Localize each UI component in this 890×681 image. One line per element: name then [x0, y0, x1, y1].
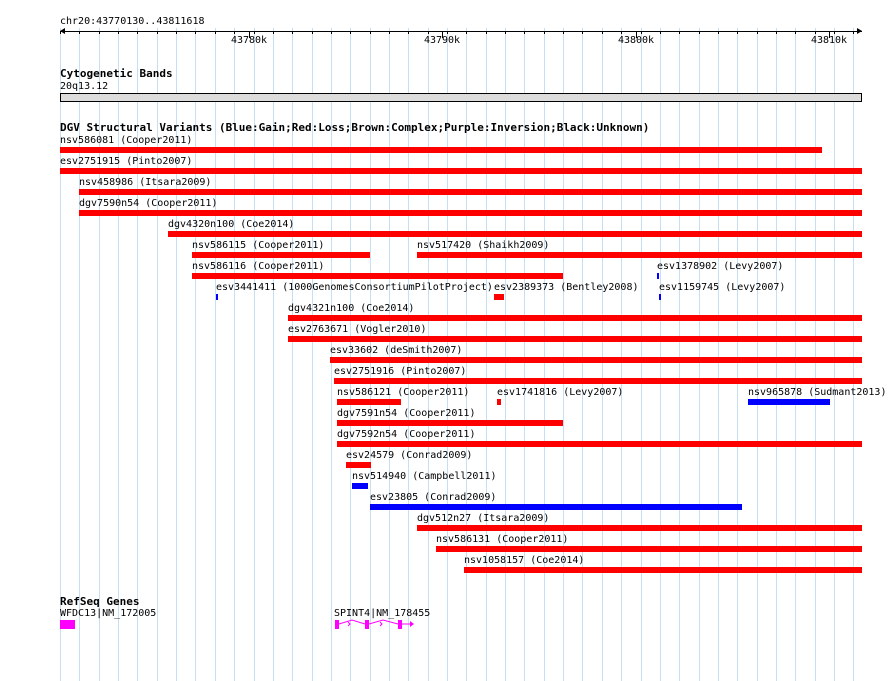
- dgv-variant-bar-nsv517420[interactable]: [417, 252, 862, 258]
- dgv-variant-label-nsv586081[interactable]: nsv586081 (Cooper2011): [60, 135, 193, 146]
- dgv-variant-bar-esv24579[interactable]: [346, 462, 371, 468]
- dgv-variant-label-esv2389373[interactable]: esv2389373 (Bentley2008): [494, 282, 639, 293]
- spint4-exon-1: [335, 620, 339, 629]
- dgv-variant-label-nsv586115[interactable]: nsv586115 (Cooper2011): [192, 240, 325, 251]
- ruler-minor-tick: [215, 31, 216, 34]
- dgv-variant-label-nsv514940[interactable]: nsv514940 (Campbell2011): [352, 471, 497, 482]
- ruler-minor-tick: [602, 31, 603, 34]
- ruler-axis: [60, 31, 862, 32]
- dgv-variant-bar-nsv586121[interactable]: [337, 399, 401, 405]
- dgv-variant-label-esv1741816[interactable]: esv1741816 (Levy2007): [497, 387, 624, 398]
- gene-spint4-glyph[interactable]: [330, 615, 420, 635]
- dgv-variant-label-esv2751915[interactable]: esv2751915 (Pinto2007): [60, 156, 193, 167]
- dgv-variant-bar-nsv586131[interactable]: [436, 546, 862, 552]
- ruler-minor-tick: [99, 31, 100, 34]
- ruler-minor-tick: [60, 31, 61, 34]
- dgv-variant-bar-esv1741816[interactable]: [497, 399, 501, 405]
- dgv-track-title: DGV Structural Variants (Blue:Gain;Red:Loss;Brown:Complex;Purple:Inversion;Black:Unknown): [60, 121, 650, 134]
- dgv-variant-label-nsv517420[interactable]: nsv517420 (Shaikh2009): [417, 240, 550, 251]
- dgv-variant-bar-esv3441411[interactable]: [216, 294, 218, 300]
- gene-label-wfdc13[interactable]: WFDC13|NM_172005: [60, 608, 157, 619]
- cytoband-track-title: Cytogenetic Bands: [60, 67, 173, 80]
- ruler-minor-tick: [737, 31, 738, 34]
- dgv-variant-bar-dgv7591n54[interactable]: [337, 420, 563, 426]
- ruler-minor-tick: [834, 31, 835, 34]
- ruler-minor-tick: [195, 31, 196, 34]
- ruler-minor-tick: [466, 31, 467, 34]
- ruler-minor-tick: [641, 31, 642, 34]
- ruler-minor-tick: [524, 31, 525, 34]
- dgv-variant-label-dgv7590n54[interactable]: dgv7590n54 (Cooper2011): [79, 198, 218, 209]
- ruler-tick-label: 43790k: [423, 35, 461, 46]
- ruler-minor-tick: [486, 31, 487, 34]
- ruler-minor-tick: [795, 31, 796, 34]
- gene-label-spint4[interactable]: SPINT4|NM_178455: [334, 608, 431, 619]
- dgv-variant-label-nsv458986[interactable]: nsv458986 (Itsara2009): [79, 177, 212, 188]
- ruler-minor-tick: [137, 31, 138, 34]
- ruler-minor-tick: [447, 31, 448, 34]
- dgv-variant-label-esv2751916[interactable]: esv2751916 (Pinto2007): [334, 366, 467, 377]
- dgv-variant-label-dgv4321n100[interactable]: dgv4321n100 (Coe2014): [288, 303, 415, 314]
- ruler-right-arrow: [857, 28, 862, 34]
- dgv-variant-bar-dgv512n27[interactable]: [417, 525, 862, 531]
- dgv-variant-label-dgv7592n54[interactable]: dgv7592n54 (Cooper2011): [337, 429, 476, 440]
- ruler-minor-tick: [408, 31, 409, 34]
- grid-line: [757, 28, 758, 681]
- dgv-variant-label-dgv4320n100[interactable]: dgv4320n100 (Coe2014): [168, 219, 295, 230]
- dgv-variant-bar-nsv586115[interactable]: [192, 252, 370, 258]
- dgv-variant-bar-nsv586081[interactable]: [60, 147, 822, 153]
- ruler-minor-tick: [428, 31, 429, 34]
- gene-wfdc13-glyph[interactable]: [60, 620, 75, 629]
- ruler-minor-tick: [350, 31, 351, 34]
- dgv-variant-label-nsv586131[interactable]: nsv586131 (Cooper2011): [436, 534, 569, 545]
- dgv-variant-label-esv2763671[interactable]: esv2763671 (Vogler2010): [288, 324, 427, 335]
- dgv-variant-label-esv24579[interactable]: esv24579 (Conrad2009): [346, 450, 473, 461]
- dgv-variant-bar-esv23805[interactable]: [370, 504, 742, 510]
- ruler-minor-tick: [718, 31, 719, 34]
- dgv-variant-bar-dgv7592n54[interactable]: [337, 441, 862, 447]
- ruler-minor-tick: [505, 31, 506, 34]
- dgv-variant-bar-nsv965878[interactable]: [748, 399, 830, 405]
- grid-line: [679, 28, 680, 681]
- grid-line: [718, 28, 719, 681]
- spint4-arrow-1: [348, 622, 350, 626]
- dgv-variant-label-nsv586121[interactable]: nsv586121 (Cooper2011): [337, 387, 470, 398]
- ruler-minor-tick: [815, 31, 816, 34]
- ruler-minor-tick: [331, 31, 332, 34]
- ruler-tick-label: 43780k: [230, 35, 268, 46]
- grid-line: [853, 28, 854, 681]
- ruler-minor-tick: [853, 31, 854, 34]
- dgv-variant-bar-esv2763671[interactable]: [288, 336, 862, 342]
- ruler-minor-tick: [660, 31, 661, 34]
- dgv-variant-bar-esv1378902[interactable]: [657, 273, 659, 279]
- refseq-track-title: RefSeq Genes: [60, 595, 140, 608]
- dgv-variant-bar-esv1159745[interactable]: [659, 294, 661, 300]
- ruler-landmark: chr20:43770130..43811618: [60, 16, 205, 27]
- dgv-variant-bar-esv2751916[interactable]: [334, 378, 862, 384]
- dgv-variant-label-nsv965878[interactable]: nsv965878 (Sudmant2013): [748, 387, 887, 398]
- dgv-variant-label-esv1159745[interactable]: esv1159745 (Levy2007): [659, 282, 786, 293]
- spint4-strand-arrow: [410, 621, 414, 627]
- grid-line: [699, 28, 700, 681]
- ruler-minor-tick: [370, 31, 371, 34]
- ruler-minor-tick: [621, 31, 622, 34]
- dgv-variant-bar-esv2389373[interactable]: [494, 294, 504, 300]
- ruler-minor-tick: [176, 31, 177, 34]
- dgv-variant-label-nsv586116[interactable]: nsv586116 (Cooper2011): [192, 261, 325, 272]
- dgv-variant-bar-nsv1058157[interactable]: [464, 567, 862, 573]
- ruler-minor-tick: [157, 31, 158, 34]
- spint4-exon-2: [365, 620, 369, 629]
- dgv-variant-bar-dgv7590n54[interactable]: [79, 210, 862, 216]
- dgv-variant-bar-nsv514940[interactable]: [352, 483, 368, 489]
- dgv-variant-label-esv23805[interactable]: esv23805 (Conrad2009): [370, 492, 497, 503]
- ruler-minor-tick: [273, 31, 274, 34]
- ruler-minor-tick: [389, 31, 390, 34]
- dgv-variant-label-esv3441411[interactable]: esv3441411 (1000GenomesConsortiumPilotProject): [216, 282, 493, 293]
- dgv-variant-bar-esv33602[interactable]: [330, 357, 862, 363]
- ruler-minor-tick: [582, 31, 583, 34]
- dgv-variant-label-dgv512n27[interactable]: dgv512n27 (Itsara2009): [417, 513, 550, 524]
- ruler-tick-label: 43810k: [810, 35, 848, 46]
- cytoband-bar[interactable]: [60, 93, 862, 102]
- ruler-minor-tick: [234, 31, 235, 34]
- grid-line: [660, 28, 661, 681]
- grid-line: [834, 28, 835, 681]
- grid-line: [815, 28, 816, 681]
- grid-line: [795, 28, 796, 681]
- ruler-minor-tick: [776, 31, 777, 34]
- spint4-intron-2: [369, 620, 398, 624]
- ruler-minor-tick: [292, 31, 293, 34]
- dgv-variant-bar-nsv586116[interactable]: [192, 273, 563, 279]
- dgv-variant-bar-dgv4321n100[interactable]: [288, 315, 862, 321]
- ruler-minor-tick: [118, 31, 119, 34]
- ruler-minor-tick: [699, 31, 700, 34]
- grid-line: [737, 28, 738, 681]
- ruler-minor-tick: [757, 31, 758, 34]
- grid-line: [776, 28, 777, 681]
- dgv-variant-label-dgv7591n54[interactable]: dgv7591n54 (Cooper2011): [337, 408, 476, 419]
- spint4-intron-1: [339, 620, 365, 624]
- dgv-variant-label-esv33602[interactable]: esv33602 (deSmith2007): [330, 345, 463, 356]
- dgv-variant-bar-dgv4320n100[interactable]: [168, 231, 862, 237]
- ruler-minor-tick: [254, 31, 255, 34]
- ruler-minor-tick: [563, 31, 564, 34]
- ruler-minor-tick: [679, 31, 680, 34]
- ruler-minor-tick: [312, 31, 313, 34]
- dgv-variant-bar-esv2751915[interactable]: [60, 168, 862, 174]
- spint4-exon-3: [398, 620, 402, 629]
- ruler-minor-tick: [79, 31, 80, 34]
- cytoband-label: 20q13.12: [60, 81, 109, 92]
- dgv-variant-label-esv1378902[interactable]: esv1378902 (Levy2007): [657, 261, 784, 272]
- ruler-minor-tick: [544, 31, 545, 34]
- ruler-tick-label: 43800k: [617, 35, 655, 46]
- dgv-variant-bar-nsv458986[interactable]: [79, 189, 862, 195]
- spint4-arrow-2: [380, 622, 382, 626]
- dgv-variant-label-nsv1058157[interactable]: nsv1058157 (Coe2014): [464, 555, 585, 566]
